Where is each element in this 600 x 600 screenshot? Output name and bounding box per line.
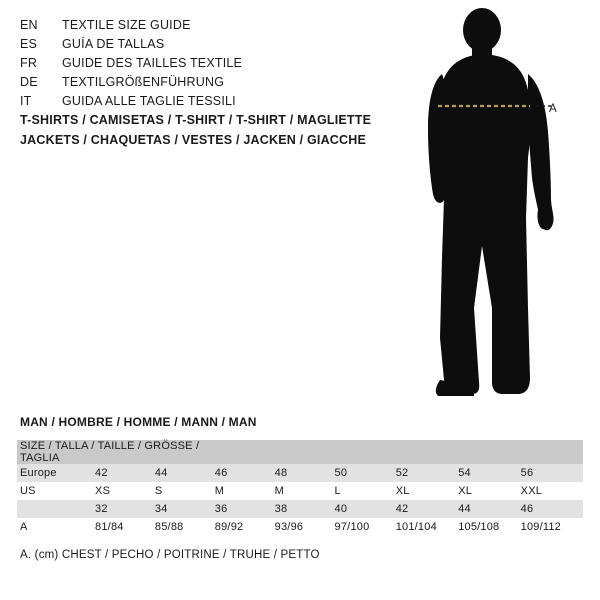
language-list xyxy=(20,16,360,111)
cell: 40 xyxy=(335,500,396,518)
language-row xyxy=(20,73,360,92)
table-row xyxy=(17,518,583,536)
footnote: A. (cm) CHEST / PECHO / POITRINE / TRUHE / PETTO xyxy=(20,549,320,561)
language-code: IT xyxy=(20,94,32,108)
language-code: ES xyxy=(20,37,38,51)
cell: 52 xyxy=(396,464,458,482)
language-title: GUÍA DE TALLAS xyxy=(62,37,165,51)
cell: 48 xyxy=(275,464,335,482)
language-row xyxy=(20,54,360,73)
cell: S xyxy=(155,482,215,500)
cell: 89/92 xyxy=(215,518,275,536)
table-row xyxy=(17,464,583,482)
category-jackets: JACKETS / CHAQUETAS / VESTES / JACKEN / GIACCHE xyxy=(20,133,367,147)
row-label xyxy=(17,500,95,518)
table-section-title: MAN / HOMBRE / HOMME / MANN / MAN xyxy=(20,415,257,429)
size-table xyxy=(17,440,583,536)
row-label: Europe xyxy=(17,464,95,482)
language-row xyxy=(20,16,360,35)
table-header-label: SIZE / TALLA / TAILLE / GRÖSSE / TAGLIA xyxy=(17,440,215,464)
category-tshirts: T-SHIRTS / CAMISETAS / T-SHIRT / T-SHIRT / MAGLIETTE xyxy=(20,113,372,127)
cell: 81/84 xyxy=(95,518,155,536)
cell: 42 xyxy=(396,500,458,518)
language-title: GUIDA ALLE TAGLIE TESSILI xyxy=(62,94,236,108)
cell: 85/88 xyxy=(155,518,215,536)
table-row xyxy=(17,482,583,500)
cell: XL xyxy=(396,482,458,500)
cell: L xyxy=(335,482,396,500)
figure-svg xyxy=(400,8,600,408)
cell: 109/112 xyxy=(521,518,583,536)
cell: 46 xyxy=(521,500,583,518)
language-row xyxy=(20,35,360,54)
row-label: US xyxy=(17,482,95,500)
language-row xyxy=(20,92,360,111)
cell: XXL xyxy=(521,482,583,500)
row-label: A xyxy=(17,518,95,536)
cell: 105/108 xyxy=(458,518,520,536)
language-code: EN xyxy=(20,18,38,32)
cell: 32 xyxy=(95,500,155,518)
table-row xyxy=(17,500,583,518)
language-title: TEXTILE SIZE GUIDE xyxy=(62,18,191,32)
category-list xyxy=(20,110,420,150)
cell: 56 xyxy=(521,464,583,482)
male-figure-illustration xyxy=(400,8,600,408)
cell: 44 xyxy=(458,500,520,518)
cell: M xyxy=(275,482,335,500)
table-header-row xyxy=(17,440,583,464)
cell: 46 xyxy=(215,464,275,482)
measure-label-a: A xyxy=(549,103,557,115)
language-title: TEXTILGRÖßENFÜHRUNG xyxy=(62,75,225,89)
cell: 36 xyxy=(215,500,275,518)
cell: M xyxy=(215,482,275,500)
cell: 50 xyxy=(335,464,396,482)
cell: 44 xyxy=(155,464,215,482)
cell: XS xyxy=(95,482,155,500)
language-code: FR xyxy=(20,56,38,70)
cell: 34 xyxy=(155,500,215,518)
cell: XL xyxy=(458,482,520,500)
cell: 93/96 xyxy=(275,518,335,536)
cell: 97/100 xyxy=(335,518,396,536)
language-title: GUIDE DES TAILLES TEXTILE xyxy=(62,56,243,70)
cell: 38 xyxy=(275,500,335,518)
language-code: DE xyxy=(20,75,38,89)
cell: 54 xyxy=(458,464,520,482)
cell: 42 xyxy=(95,464,155,482)
cell: 101/104 xyxy=(396,518,458,536)
